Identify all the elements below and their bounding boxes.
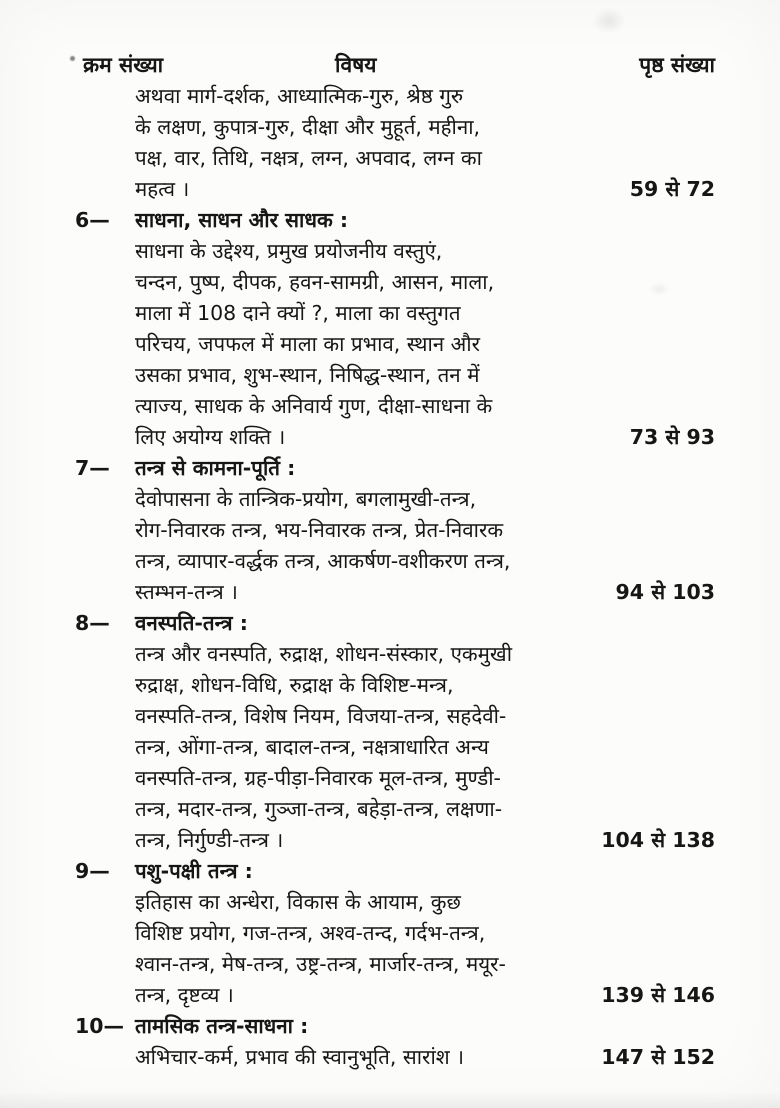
entry-line: तन्त्र, व्यापार-वर्द्धक तन्त्र, आकर्षण-वशीकरण तन्त्र, bbox=[135, 549, 511, 573]
entry-number: 10— bbox=[75, 1014, 125, 1038]
entry-number: 6— bbox=[75, 208, 110, 232]
entry-number bbox=[75, 81, 135, 205]
entry-line: स्तम्भन-तन्त्र । bbox=[135, 580, 238, 604]
entry-line: चन्दन, पुष्प, दीपक, हवन-सामग्री, आसन, माला, bbox=[135, 270, 495, 294]
entry-title: वनस्पति-तन्त्र : bbox=[135, 611, 248, 635]
entry-line: पक्ष, वार, तिथि, नक्षत्र, लग्न, अपवाद, लग्न का bbox=[135, 146, 482, 170]
entry-line: महत्व । bbox=[135, 177, 190, 201]
toc-header bbox=[75, 50, 715, 81]
toc-entry bbox=[75, 205, 715, 453]
entry-line: उसका प्रभाव, शुभ-स्थान, निषिद्ध-स्थान, तन में bbox=[135, 363, 480, 387]
entry-line: तन्त्र, दृष्टव्य । bbox=[135, 983, 234, 1007]
header-serial-label: क्रम संख्या bbox=[83, 53, 164, 77]
toc-entry bbox=[75, 1011, 715, 1073]
header-subject-label: विषय bbox=[335, 53, 377, 77]
toc-entry bbox=[75, 856, 715, 1011]
entry-page-range: 94 से 103 bbox=[615, 580, 715, 604]
scan-smudge bbox=[592, 8, 626, 34]
entry-line: परिचय, जपफल में माला का प्रभाव, स्थान और bbox=[135, 332, 481, 356]
entry-body bbox=[135, 856, 537, 1011]
entry-line: तन्त्र, निर्गुण्डी-तन्त्र । bbox=[135, 828, 284, 852]
toc-entries bbox=[75, 81, 715, 1073]
toc-entry bbox=[75, 81, 715, 205]
toc-entry bbox=[75, 608, 715, 856]
entry-line: त्याज्य, साधक के अनिवार्य गुण, दीक्षा-साधना के bbox=[135, 394, 493, 418]
header-page-label: पृष्ठ संख्या bbox=[639, 53, 715, 77]
entry-line: अभिचार-कर्म, प्रभाव की स्वानुभूति, सारांश । bbox=[135, 1045, 464, 1069]
entry-number: 7— bbox=[75, 456, 110, 480]
entry-number: 8— bbox=[75, 611, 110, 635]
entry-line: वनस्पति-तन्त्र, ग्रह-पीड़ा-निवारक मूल-तन्त्र, मुण्डी- bbox=[135, 766, 501, 790]
entry-line: तन्त्र, ओंगा-तन्त्र, बादाल-तन्त्र, नक्षत्राधारित अन्य bbox=[135, 735, 489, 759]
entry-number: 9— bbox=[75, 859, 110, 883]
entry-title: साधना, साधन और साधक : bbox=[135, 208, 349, 232]
entry-body bbox=[135, 205, 537, 453]
entry-page-range: 104 से 138 bbox=[601, 828, 715, 852]
entry-line: अथवा मार्ग-दर्शक, आध्यात्मिक-गुरु, श्रेष्ठ गुरु bbox=[135, 84, 464, 108]
entry-page-range: 73 से 93 bbox=[629, 425, 715, 449]
entry-page-range: 147 से 152 bbox=[601, 1045, 715, 1069]
entry-line: तन्त्र और वनस्पति, रुद्राक्ष, शोधन-संस्कार, एकमुखी bbox=[135, 642, 513, 666]
entry-page-range: 59 से 72 bbox=[629, 177, 715, 201]
entry-line: रोग-निवारक तन्त्र, भय-निवारक तन्त्र, प्रेत-निवारक bbox=[135, 518, 504, 542]
entry-title: पशु-पक्षी तन्त्र : bbox=[135, 859, 253, 883]
entry-line: लिए अयोग्य शक्ति । bbox=[135, 425, 286, 449]
entry-line: के लक्षण, कुपात्र-गुरु, दीक्षा और मुहूर्त, महीना, bbox=[135, 115, 481, 139]
entry-body bbox=[135, 81, 537, 205]
entry-body bbox=[135, 453, 537, 608]
entry-page-range: 139 से 146 bbox=[601, 983, 715, 1007]
entry-line: श्वान-तन्त्र, मेष-तन्त्र, उष्ट्र-तन्त्र, मार्जार-तन्त्र, मयूर- bbox=[135, 952, 506, 976]
entry-line: इतिहास का अन्धेरा, विकास के आयाम, कुछ bbox=[135, 890, 461, 914]
entry-body bbox=[135, 608, 537, 856]
toc-entry bbox=[75, 453, 715, 608]
entry-line: रुद्राक्ष, शोधन-विधि, रुद्राक्ष के विशिष्ट-मन्त्र, bbox=[135, 673, 454, 697]
entry-line: तन्त्र, मदार-तन्त्र, गुञ्जा-तन्त्र, बहेड़ा-तन्त्र, लक्षणा- bbox=[135, 797, 503, 821]
entry-title: तामसिक तन्त्र-साधना : bbox=[135, 1014, 309, 1038]
entry-line: विशिष्ट प्रयोग, गज-तन्त्र, अश्व-तन्द, गर्दभ-तन्त्र, bbox=[135, 921, 486, 945]
entry-line: माला में 108 दाने क्यों ?, माला का वस्तुगत bbox=[135, 301, 461, 325]
entry-line: देवोपासना के तान्त्रिक-प्रयोग, बगलामुखी-तन्त्र, bbox=[135, 487, 477, 511]
scan-edge-shading bbox=[0, 1092, 780, 1108]
entry-title: तन्त्र से कामना-पूर्ति : bbox=[135, 456, 296, 480]
entry-body bbox=[135, 1011, 537, 1073]
entry-line: साधना के उद्देश्य, प्रमुख प्रयोजनीय वस्तुएं, bbox=[135, 239, 443, 263]
entry-line: वनस्पति-तन्त्र, विशेष नियम, विजया-तन्त्र, सहदेवी- bbox=[135, 704, 507, 728]
